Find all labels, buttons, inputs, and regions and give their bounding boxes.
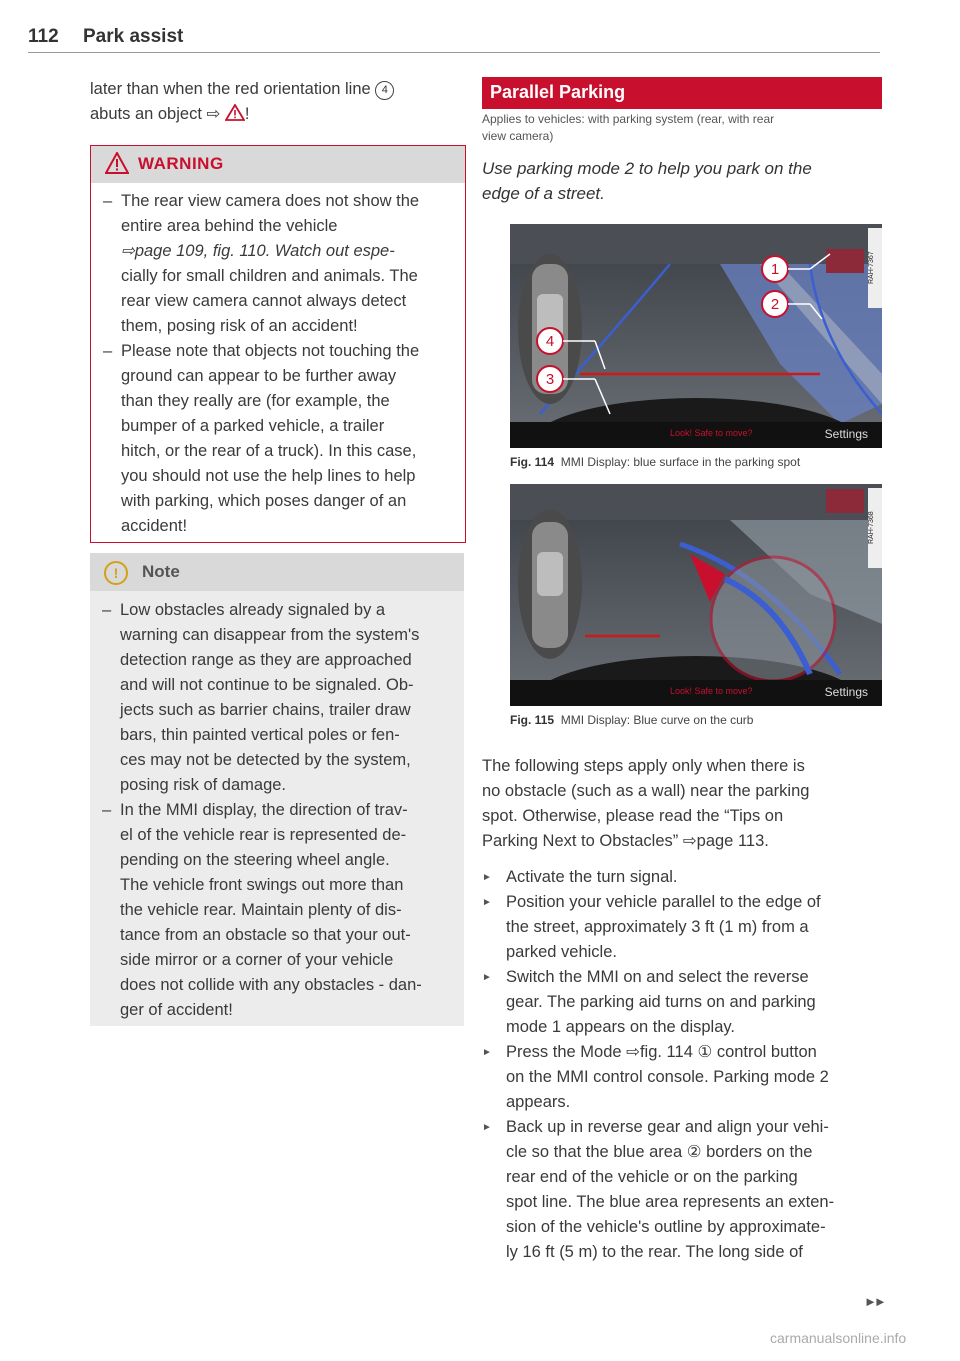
svg-text:2: 2 — [770, 296, 780, 313]
note-box — [90, 553, 464, 1026]
watermark: carmanualsonline.info — [770, 1330, 907, 1346]
warning-item: – Please note that objects not touching the ground can appear to be further away than they really are (for example, the bumper of a parked vehicle, a trailer hitch, or the rear of a truck). In this case, you should not use the help lines to help with parking, which poses danger of an accident! — [103, 339, 455, 539]
callout-1 — [762, 256, 788, 282]
svg-text:4: 4 — [545, 333, 555, 350]
figure-code: RAH-7368 — [868, 488, 882, 568]
warning-item: – The rear view camera does not show the entire area behind the vehicle ⇨page 109, fig. 110. Watch out espe- cially for small children and animals. The rear view camera cannot always detect them, posing risk of an accident! — [103, 189, 455, 339]
warning-title: WARNING — [138, 154, 224, 173]
figure-114-caption: Fig. 114 MMI Display: blue surface in the parking spot — [510, 455, 801, 469]
callout-4-icon: 4 — [375, 81, 394, 100]
steps-intro-paragraph: The following steps apply only when there is no obstacle (such as a wall) near the parking spot. Otherwise, please read the “Tips on Parking Next to Obstacles” ⇨page 113. — [482, 757, 810, 850]
step-item: ► Press the Mode ⇨fig. 114 ① control button on the MMI control console. Parking mode 2 appears. — [482, 1040, 882, 1115]
intro-line-1: later than when the red orientation line — [90, 80, 371, 98]
status-settings: Settings — [824, 685, 868, 699]
section-title: Park assist — [83, 26, 184, 47]
note-item: – In the MMI display, the direction of trav- el of the vehicle rear is represented de- pending on the steering wheel angle. The vehicle front swings out more than the vehicle rear. Maintain plenty of dis- tance from an obstacle so that your out- side mirror or a corner of your vehicle does not collide with any obstacles - dan- ger of accident! — [102, 798, 454, 1023]
step-item: ► Activate the turn signal. — [482, 865, 882, 890]
status-warning: Look! Safe to move? — [670, 428, 753, 438]
intro-line-2: abuts an object ⇨ — [90, 105, 221, 123]
callout-2 — [762, 291, 788, 317]
step-item: ► Position your vehicle parallel to the edge of the street, approximately 3 ft (1 m) from a parked vehicle. — [482, 890, 882, 965]
page-number: 112 — [28, 26, 59, 47]
warning-triangle-icon — [105, 152, 129, 174]
callout-3 — [537, 366, 563, 392]
status-warning: Look! Safe to move? — [670, 686, 753, 696]
note-item: – Low obstacles already signaled by a warning can disappear from the system's detection range as they are approached and will not continue to be signaled. Ob- jects such as barrier chains, trailer draw bars, thin painted vertical poles or fen- ces may not be detected by the system, posing risk of damage. — [102, 598, 454, 798]
page-header — [28, 24, 880, 53]
warning-list — [91, 183, 465, 539]
mmi-status-bar — [510, 680, 882, 706]
figure-114-illustration — [510, 224, 882, 448]
figure-115-caption: Fig. 115 MMI Display: Blue curve on the curb — [510, 713, 754, 727]
warning-box — [90, 145, 466, 543]
steps-list — [482, 865, 882, 1265]
figure-115 — [510, 484, 882, 706]
warning-triangle-icon — [225, 104, 245, 121]
continue-arrow-icon: ►► — [864, 1294, 884, 1309]
step-item: ► Back up in reverse gear and align your vehi- cle so that the blue area ② borders on the rear end of the vehicle or on the parking spot line. The blue area represents an exten- sion of the vehicle's outline by approximate- ly 16 ft (5 m) to the rear. The long side of — [482, 1115, 882, 1265]
callout-4 — [537, 328, 563, 354]
status-settings: Settings — [824, 427, 868, 441]
figure-114 — [510, 224, 882, 448]
note-header — [90, 553, 464, 591]
info-circle-icon: ! — [104, 561, 128, 585]
left-intro: later than when the red orientation line 4 abuts an object ⇨ ! — [90, 77, 464, 127]
section-intro: Use parking mode 2 to help you park on the edge of a street. — [482, 159, 812, 203]
step-item: ► Switch the MMI on and select the reverse gear. The parking aid turns on and parking mode 1 appears on the display. — [482, 965, 882, 1040]
banner-title: Parallel Parking — [490, 82, 626, 102]
mmi-status-bar — [510, 422, 882, 448]
section-banner — [482, 77, 882, 109]
note-list — [90, 591, 464, 1023]
figure-115-illustration — [510, 484, 882, 706]
figure-code: RAH-7367 — [868, 228, 882, 308]
svg-text:3: 3 — [545, 371, 555, 388]
note-title: Note — [142, 562, 180, 581]
applies-note: Applies to vehicles: with parking system (rear, with rear view camera) — [482, 112, 775, 143]
svg-text:1: 1 — [770, 261, 780, 278]
warning-header — [91, 146, 465, 183]
